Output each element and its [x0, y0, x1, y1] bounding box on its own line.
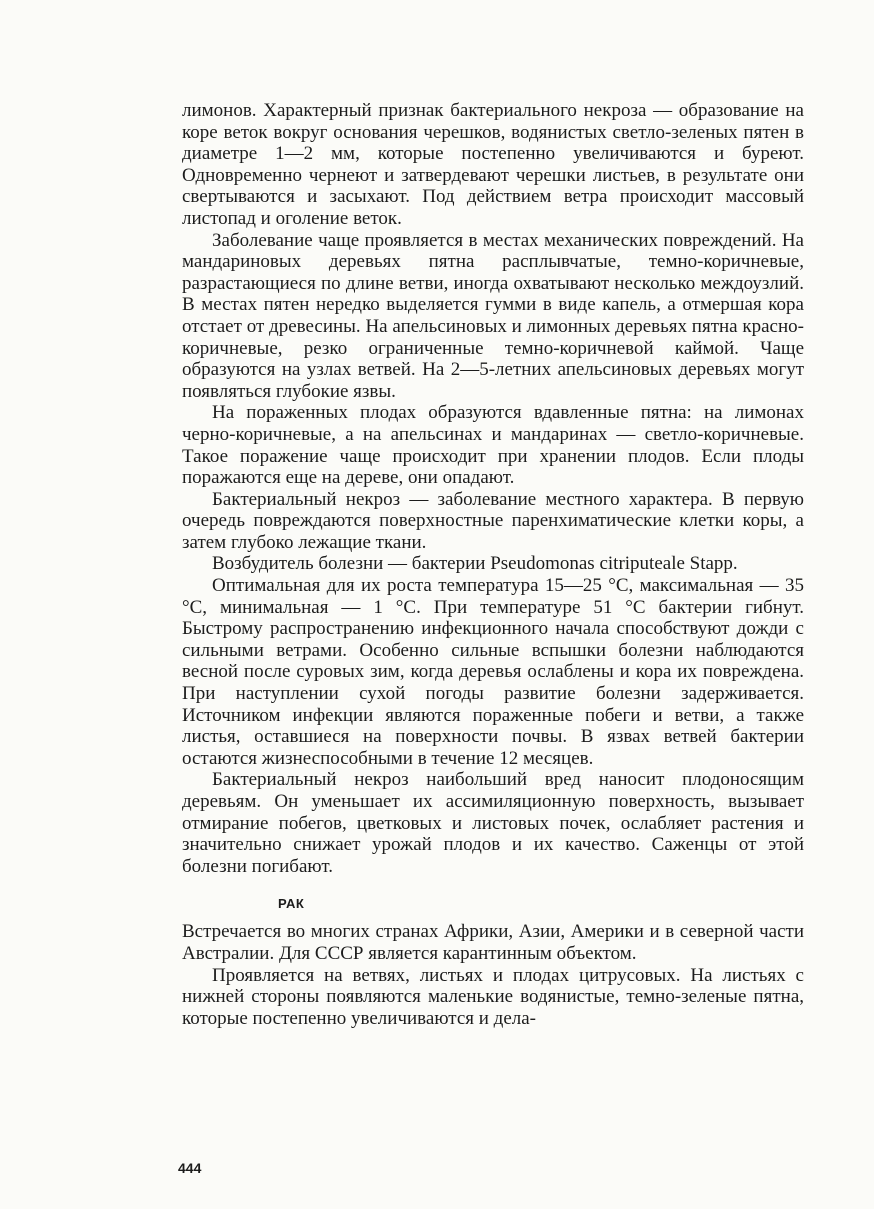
paragraph-continuation: лимонов. Характерный признак бактериального некроза — образование на коре веток вокруг основания черешков, водянистых светло-зеленых пятен в диаметре 1—2 мм, которые постепенно увеличиваются и буреют. Одновременно чернеют и затвердевают черешки листьев, в результате они свертываются и засыхают. Под действием ветра происходит массовый листопад и оголение веток.	[182, 100, 804, 229]
paragraph-harm: Бактериальный некроз наибольший вред наносит плодоносящим деревьям. Он уменьшает их ассимиляционную поверхность, вызывает отмирание побегов, цветковых и листовых почек, ослабляет растения и значительно снижает урожай плодов и их качество. Саженцы от этой болезни погибают.	[182, 769, 804, 877]
paragraph-distribution: Встречается во многих странах Африки, Азии, Америки и в северной части Австралии. Для СССР является карантинным объектом.	[182, 921, 804, 964]
paragraph-temperature: Оптимальная для их роста температура 15—25 °С, максимальная — 35 °С, минимальная — 1 °С. При температуре 51 °С бактерии гибнут. Быстрому распространению инфекционного начала способствуют дожди с сильными ветрами. Особенно сильные вспышки болезни наблюдаются весной после суровых зим, когда деревья ослаблены и кора их повреждена. При наступлении сухой погоды развитие болезни задерживается. Источником инфекции являются пораженные побеги и ветви, а также листья, оставшиеся на поверхности почвы. В язвах ветвей бактерии остаются жизнеспособными в течение 12 месяцев.	[182, 575, 804, 769]
paragraph-pathogen: Возбудитель болезни — бактерии Pseudomonas citriputeale Stapp.	[212, 553, 738, 575]
paragraph-disease-character: Бактериальный некроз — заболевание местного характера. В первую очередь повреждаются поверхностные паренхиматические клетки коры, а затем глубоко лежащие ткани.	[182, 488, 804, 553]
paragraph-manifestation: Проявляется на ветвях, листьях и плодах цитрусовых. На листьях с нижней стороны появляются маленькие водянистые, темно-зеленые пятна, которые постепенно увеличиваются и дела-	[182, 964, 804, 1029]
page-number: 444	[178, 1160, 202, 1176]
paragraph-symptoms-fruits: На пораженных плодах образуются вдавленные пятна: на лимонах черно-коричневые, а на апельсинах и мандаринах — светло-коричневые. Такое поражение чаще происходит при хранении плодов. Если плоды поражаются еще на дереве, они опадают.	[182, 402, 804, 489]
paragraph-symptoms-branches: Заболевание чаще проявляется в местах механических повреждений. На мандариновых деревьях пятна расплывчатые, темно-коричневые, разрастающиеся по длине ветви, иногда охватывают несколько междоузлий. В местах пятен нередко выделяется гумми в виде капель, а отмершая кора отстает от древесины. На апельсиновых и лимонных деревьях пятна красно-коричневые, резко ограниченные темно-коричневой каймой. Чаще образуются на узлах ветвей. На 2—5-летних апельсиновых деревьях могут появляться глубокие язвы.	[182, 229, 804, 402]
page-body	[182, 100, 804, 1029]
section-heading: РАК	[278, 896, 305, 912]
